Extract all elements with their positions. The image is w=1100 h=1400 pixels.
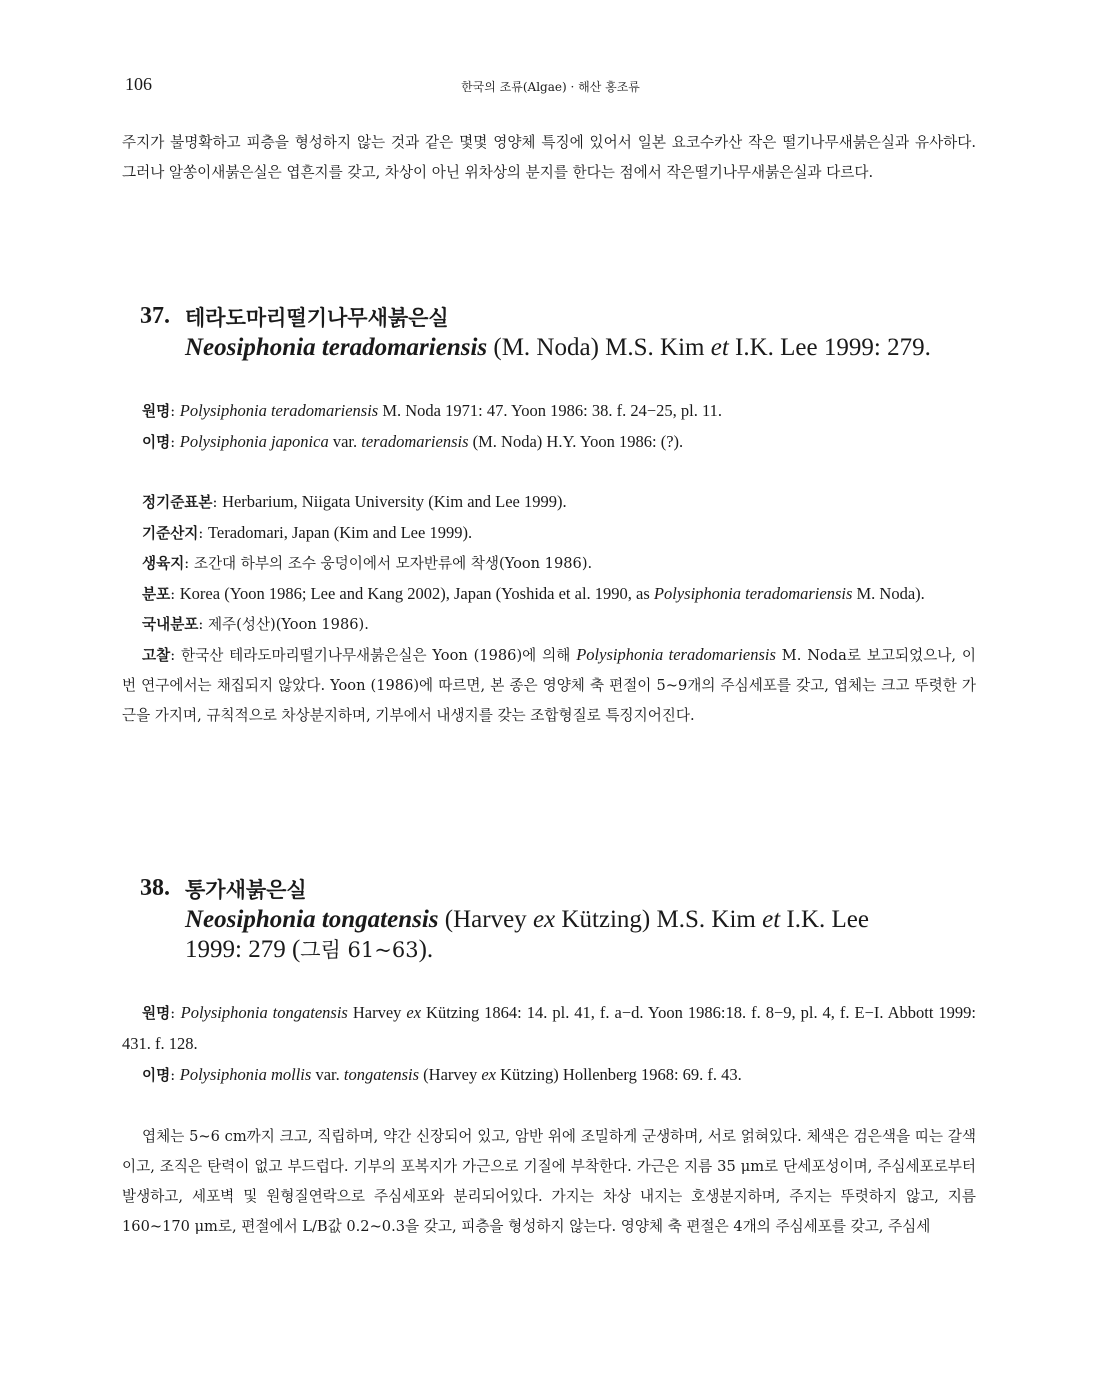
section-38-scientific-name: Neosiphonia tongatensis (Harvey ex Kützing) M.S. Kim et I.K. Lee 1999: 279 (그림 61~63). — [185, 906, 869, 963]
section-38-number: 38. — [140, 875, 170, 901]
section-37-binomial: Neosiphonia teradomariensis — [185, 334, 488, 361]
section-37-synonym: 이명: Polysiphonia japonica var. teradomariensis (M. Noda) H.Y. Yoon 1986: (?). — [142, 432, 684, 451]
page-header — [125, 74, 976, 98]
section-37-details — [122, 487, 976, 731]
section-38-synonym: 이명: Polysiphonia mollis var. tongatensis (Harvey ex Kützing) Hollenberg 1968: 69. f. 43. — [142, 1065, 742, 1084]
section-38-basionym: 원명: Polysiphonia tongatensis Harvey ex Kützing 1864: 14. pl. 41, f. a−d. Yoon 1986:18. f. 8−9, pl. 4, f. E−I. Abbott 1999: 431. f. 128. — [122, 1003, 976, 1053]
section-38-korean-name: 통가새붉은실 — [185, 877, 307, 902]
section-37-type-locality: 기준산지: Teradomari, Japan (Kim and Lee 1999). — [142, 523, 473, 542]
page-number: 106 — [125, 74, 152, 94]
section-37-distribution: 분포: Korea (Yoon 1986; Lee and Kang 2002), Japan (Yoshida et al. 1990, as Polysiphonia teradomariensis M. Noda). — [142, 584, 925, 603]
section-37-habitat: 생육지: 조간대 하부의 조수 웅덩이에서 모자반류에 착생(Yoon 1986). — [142, 555, 593, 572]
figure-reference: 그림 61~63 — [300, 938, 419, 962]
section-38-nomenclature — [122, 998, 976, 1091]
section-37-type-specimen: 정기준표본: Herbarium, Niigata University (Kim and Lee 1999). — [142, 492, 567, 511]
section-38-binomial: Neosiphonia tongatensis — [185, 906, 439, 933]
running-title: 한국의 조류(Algae) · 해산 홍조류 — [461, 80, 640, 94]
section-38-description: 엽체는 5~6 cm까지 크고, 직립하며, 약간 신장되어 있고, 암반 위에 조밀하게 군생하며, 서로 얽혀있다. 체색은 검은색을 띠는 갈색이고, 조직은 탄력이 없고 부드럽다. 기부의 포복지가 가근으로 기질에 부착한다. 가근은 지름 35 μm로 단세포성이며, 주심세포로부터 발생하고, 세포벽 및 원형질연락으로 주심세포와 분리되어있다. 가지는 차상 내지는 호생분지하며, 주지는 뚜렷하지 않고, 지름 160~170 μm로, 편절에서 L/B값 0.2~0.3을 갖고, 피층을 형성하지 않는다. 영양체 축 편절은 4개의 주심세포를 갖고, 주심세 — [122, 1128, 976, 1235]
section-37-remarks: 고찰: 한국산 테라도마리떨기나무새붉은실은 Yoon (1986)에 의해 Polysiphonia teradomariensis M. Noda로 보고되었으나, 이번 연구에서는 채집되지 않았다. Yoon (1986)에 따르면, 본 종은 영양체 축 편절이 5~9개의 주심세포를 갖고, 엽체는 크고 뚜렷한 가근을 가지며, 규칙적으로 차상분지하며, 기부에서 내생지를 갖는 조합형질로 특징지어진다. — [122, 645, 977, 724]
section-37-domestic-distribution: 국내분포: 제주(성산)(Yoon 1986). — [142, 616, 369, 633]
section-37-nomenclature — [122, 396, 976, 458]
section-37-basionym: 원명: Polysiphonia teradomariensis M. Noda 1971: 47. Yoon 1986: 38. f. 24−25, pl. 11. — [142, 401, 722, 420]
section-37-number: 37. — [140, 303, 170, 329]
section-37-korean-name: 테라도마리떨기나무새붉은실 — [185, 305, 449, 330]
intro-paragraph: 주지가 불명확하고 피층을 형성하지 않는 것과 같은 몇몇 영양체 특징에 있어서 일본 요코수카산 작은 떨기나무새붉은실과 유사하다. 그러나 알쏭이새붉은실은 엽흔지를 갖고, 차상이 아닌 위차상의 분지를 한다는 점에서 작은떨기나무새붉은실과 다르다. — [122, 134, 976, 181]
section-37-scientific-name: Neosiphonia teradomariensis (M. Noda) M.S. Kim et I.K. Lee 1999: 279. — [185, 334, 931, 361]
